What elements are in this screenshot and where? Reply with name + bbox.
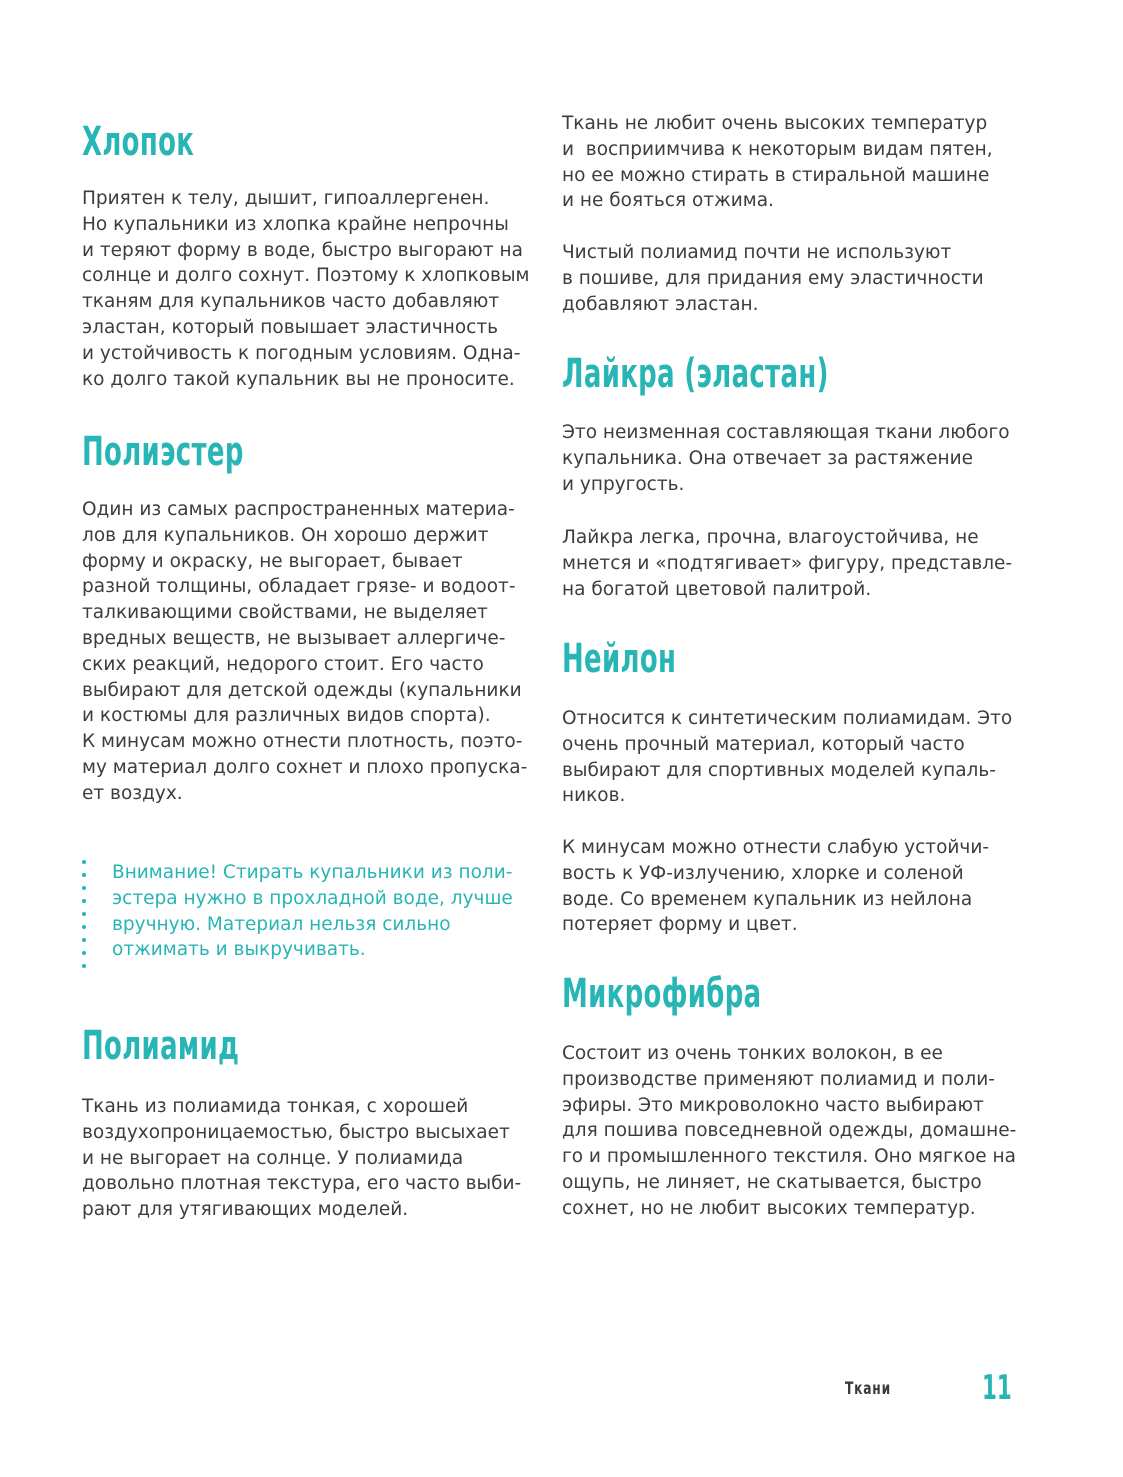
dot (82, 925, 86, 929)
paragraph-lycra-2: Лайкра легка, прочна, влагоустойчива, не мнется и «подтягивает» фигуру, представле- на богатой цветовой палитрой. (562, 527, 1013, 600)
heading-cotton: Хлопок (82, 119, 195, 165)
dot (82, 873, 86, 877)
heading-microfiber: Микрофибра (562, 971, 762, 1017)
heading-polyester: Полиэстер (82, 429, 244, 475)
paragraph-cotton: Приятен к телу, дышит, гипоаллергенен. Но купальники из хлопка крайне непрочны и теряют форму в воде, быстро выгорают на солнце и долго сохнут. Поэтому к хлопковым тканям для купальников часто добавляют эластан, который повышает эластичность и устойчивость к погодным условиям. Одна- ко долго такой купальник вы не проносите. (82, 188, 530, 390)
paragraph-lycra-1: Это неизменная составляющая ткани любого купальника. Она отвечает за растяжение и упругость. (562, 422, 1010, 495)
dot (82, 964, 86, 968)
paragraph-polyamide-cont-1: Ткань не любит очень высоких температур и восприимчива к некоторым видам пятен, но ее можно стирать в стиральной машине и не бояться отжима. (562, 113, 993, 212)
dot (82, 938, 86, 942)
paragraph-polyamide-cont-2: Чистый полиамид почти не используют в пошиве, для придания ему эластичности добавляют эластан. (562, 242, 984, 315)
page-number: 11 (982, 1368, 1012, 1408)
paragraph-polyester: Один из самых распространенных материа- лов для купальников. Он хорошо держит форму и окраску, не выгорает, бывает разной толщины, обладает грязе- и водоот- талкивающими свойствами, не выделяет вредных веществ, не вызывает аллергиче- ских реакций, недорого стоит. Его часто выбирают для детской одежды (купальники и костюмы для различных видов спорта). К минусам можно отнести плотность, поэто- му материал долго сохнет и плохо пропуска- ет воздух. (82, 499, 528, 804)
paragraph-nylon-2: К минусам можно отнести слабую устойчи- вость к УФ-излучению, хлорке и соленой воде. Со временем купальник из нейлона потеряет форму и цвет. (562, 837, 990, 936)
dot (82, 886, 86, 890)
dot (82, 899, 86, 903)
dot (82, 860, 86, 864)
dot (82, 951, 86, 955)
paragraph-polyamide: Ткань из полиамида тонкая, с хорошей воздухопроницаемостью, быстро высыхает и не выгорает на солнце. У полиамида довольно плотная текстура, его часто выби- рают для утягивающих моделей. (82, 1096, 522, 1221)
paragraph-microfiber: Состоит из очень тонких волокон, в ее производстве применяют полиамид и поли- эфиры. Это микроволокно часто выбирают для пошива повседневной одежды, домашне- го и промышленного текстиля. Оно мягкое на ощупь, не линяет, не скатывается, быстро сохнет, но не любит высоких температур. (562, 1043, 1017, 1219)
paragraph-nylon-1: Относится к синтетическим полиамидам. Это очень прочный материал, который часто выбирают для спортивных моделей купаль- ников. (562, 708, 1013, 807)
heading-nylon: Нейлон (562, 636, 677, 682)
heading-polyamide: Полиамид (82, 1023, 240, 1069)
note-polyester-washing: Внимание! Стирать купальники из поли- эстера нужно в прохладной воде, лучше вручную. Материал нельзя сильно отжимать и выкручивать. (112, 862, 513, 961)
footer-section-label: Ткани (845, 1379, 891, 1399)
dot (82, 912, 86, 916)
heading-lycra: Лайкра (эластан) (562, 351, 829, 397)
